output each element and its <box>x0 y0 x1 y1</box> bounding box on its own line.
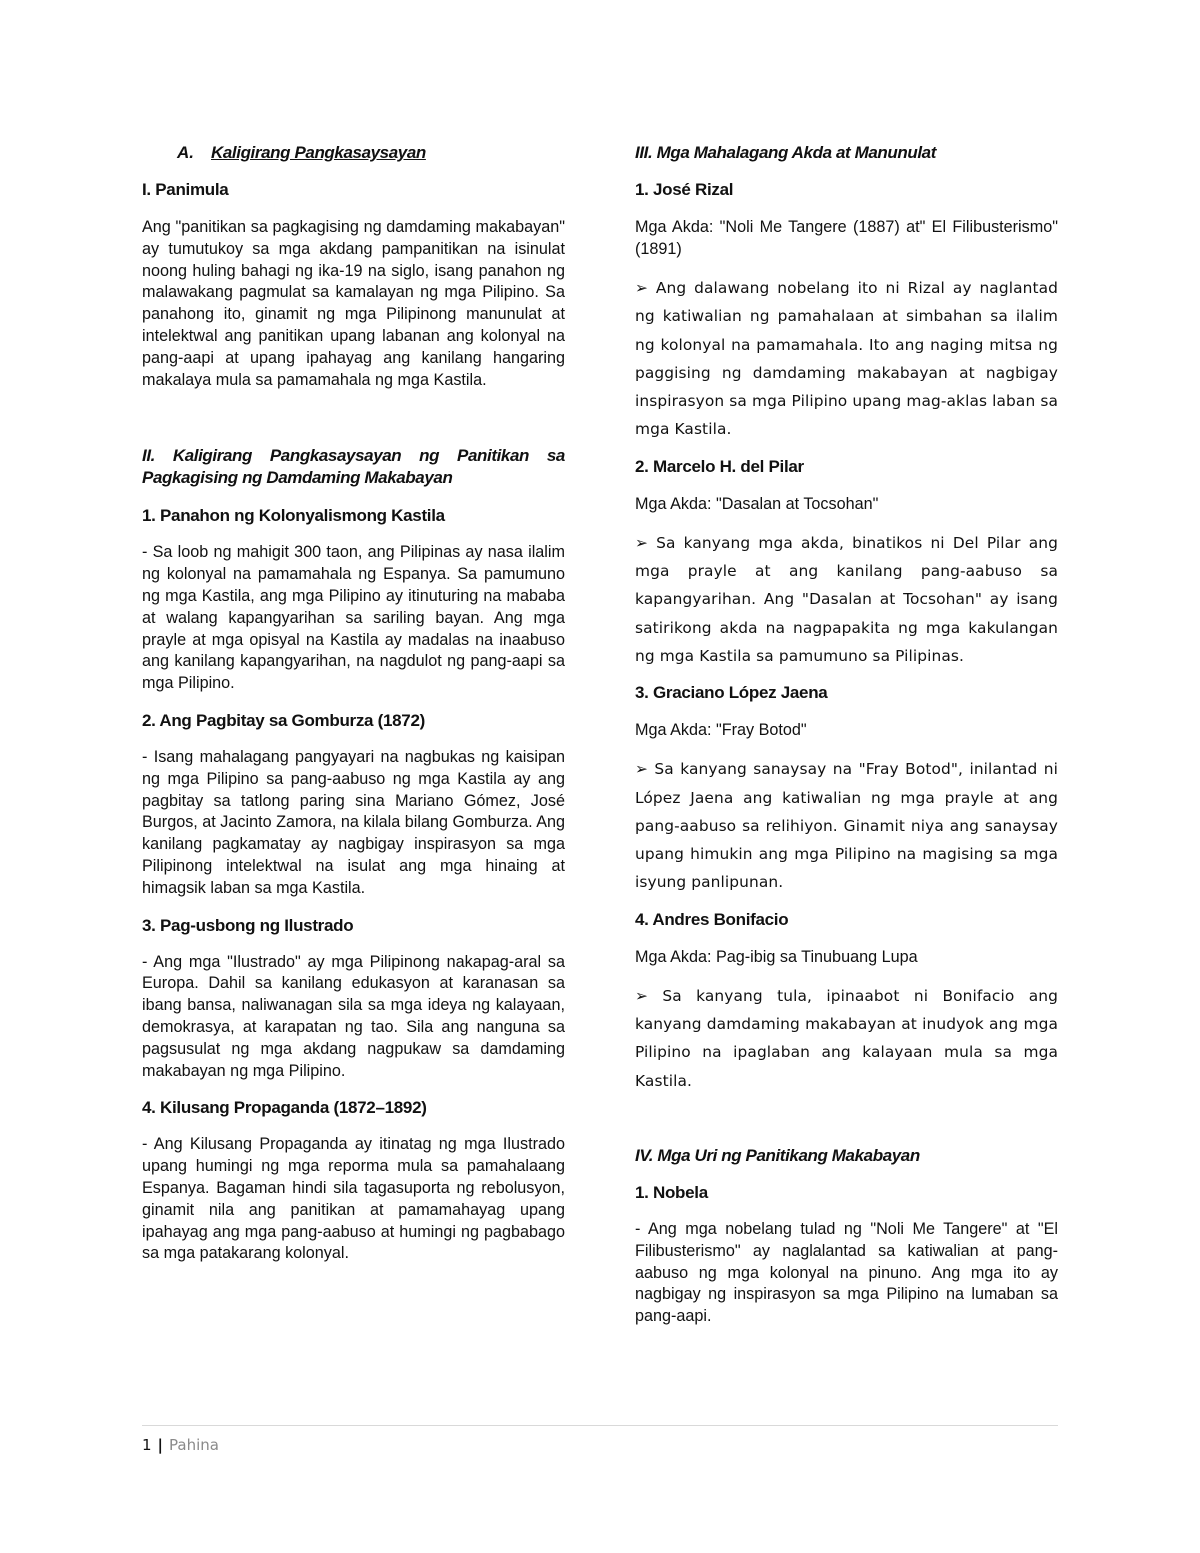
section-a-title: Kaligirang Pangkasaysayan <box>211 143 426 162</box>
section-i-title: I. Panimula <box>142 180 229 199</box>
page-number: 1 <box>142 1436 152 1454</box>
section-i-body: Ang "panitikan sa pagkagising ng damdaming makabayan" ay tumutukoy sa mga akdang pampanitikan na isinulat noong huling bahagi ng ika-19 na siglo, isang panahon ng malawakang pagmulat sa kamalayan ng mga Pilipino. Sa panahong ito, ginamit ng mga Pilipinong manunulat at intelektwal ang panitikan upang labanan ang kolonyal na pang-aapi at upang ipahayag ang kanilang hangaring makalaya mula sa pamamahala ng mga Kastila. <box>142 218 565 389</box>
right-column <box>635 142 1058 1328</box>
section-ii-title: II. Kaligirang Pangkasaysayan ng Panitikan sa Pagkagising ng Damdaming Makabayan <box>142 446 565 488</box>
writer-2-heading: 2. Marcelo H. del Pilar <box>635 456 804 476</box>
writer-4-works: Mga Akda: Pag-ibig sa Tinubuang Lupa <box>635 947 918 966</box>
writer-3-description: ➢ Sa kanyang sanaysay na "Fray Botod", inilantad ni López Jaena ang katiwalian ng mga prayle at ang pang-aabuso sa relihiyon. Ginamit niya ang sanaysay upang himukin ang mga Pilipino na magising sa mga isyung panlipunan. <box>635 760 1058 892</box>
writer-3-heading: 3. Graciano López Jaena <box>635 683 828 703</box>
writer-3-works: Mga Akda: "Fray Botod" <box>635 721 807 740</box>
writer-4-heading: 4. Andres Bonifacio <box>635 909 789 929</box>
section-ii-item-2-heading: 2. Ang Pagbitay sa Gomburza (1872) <box>142 710 425 730</box>
footer-separator: | <box>157 1436 164 1454</box>
section-iii-title: III. Mga Mahalagang Akda at Manunulat <box>635 143 936 162</box>
writer-1-works: Mga Akda: "Noli Me Tangere (1887) at" El Filibusterismo" (1891) <box>635 218 1058 258</box>
section-iv-item-1-body: - Ang mga nobelang tulad ng "Noli Me Tangere" at "El Filibusterismo" ay naglalantad sa katiwalian at pang-aabuso ng mga kolonyal na pinuno. Ang mga ito ay nagbigay ng inspirasyon sa mga Pilipino na lumaban sa pang-aapi. <box>635 1219 1058 1326</box>
page-footer <box>142 1434 219 1456</box>
section-a-heading <box>177 142 565 164</box>
writer-4-description: ➢ Sa kanyang tula, ipinaabot ni Bonifacio ang kanyang damdaming makabayan at inudyok ang mga Pilipino na ipaglaban ang kalayaan mula sa mga Kastila. <box>635 986 1058 1090</box>
writer-2-works: Mga Akda: "Dasalan at Tocsohan" <box>635 494 879 513</box>
section-iv-title: IV. Mga Uri ng Panitikang Makabayan <box>635 1145 920 1165</box>
section-ii-item-1-body: - Sa loob ng mahigit 300 taon, ang Pilipinas ay nasa ilalim ng kolonyal na pamamahala ng Espanya. Sa pamumuno ng mga Kastila, ang mga Pilipino ay itinuturing na mababa at walang kapangyarihan sa sariling bayan. Ang mga prayle at mga opisyal na Kastila ay madalas na inaabuso ang kanilang kapangyarihan, na nagdulot ng pang-aapi sa mga Pilipino. <box>142 543 565 693</box>
section-ii-item-3-heading: 3. Pag-usbong ng Ilustrado <box>142 915 354 935</box>
footer-divider <box>142 1425 1058 1426</box>
writer-1-description: ➢ Ang dalawang nobelang ito ni Rizal ay naglantad ng katiwalian ng pamahalaan at simbahan sa ilalim ng kolonyal na pamamahala. Ito ang naging mitsa ng paggising ng damdaming makabayan at nagbigay inspirasyon sa mga Pilipino upang mag-aklas laban sa mga Kastila. <box>635 279 1058 439</box>
section-a-letter: A. <box>177 143 194 162</box>
section-ii-item-2-body: - Isang mahalagang pangyayari na nagbukas ng kaisipan ng mga Pilipino sa pang-aabuso ng mga Kastila ay ang pagbitay sa tatlong paring sina Mariano Gómez, José Burgos, at Jacinto Zamora, na kilala bilang Gomburza. Ang kanilang pagkamatay ay nagbigay inspirasyon sa mga Pilipinong intelektwal na isulat ang mga hinaing at himagsik laban sa mga Kastila. <box>142 747 565 897</box>
left-column <box>142 142 565 1265</box>
section-ii-item-1-heading: 1. Panahon ng Kolonyalismong Kastila <box>142 506 445 526</box>
footer-label: Pahina <box>169 1436 219 1454</box>
section-ii-item-3-body: - Ang mga "Ilustrado" ay mga Pilipinong nakapag-aral sa Europa. Dahil sa kanilang edukasyon at karanasan sa ibang bansa, naliwanagan sila sa mga ideya ng kalayaan, demokrasya, at karapatan ng tao. Sila ang nanguna sa pagsusulat ng mga akdang nagpukaw sa damdaming makabayan ng mga Pilipino. <box>142 952 565 1080</box>
writer-2-description: ➢ Sa kanyang mga akda, binatikos ni Del Pilar ang mga prayle at ang kanilang pang-aabuso sa kapangyarihan. Ang "Dasalan at Tocsohan" ay isang satirikong akda na nagpapakita ng mga kakulangan ng mga Kastila sa pamumuno sa Pilipinas. <box>635 533 1058 665</box>
section-ii-item-4-body: - Ang Kilusang Propaganda ay itinatag ng mga Ilustrado upang humingi ng mga reporma mula sa pamahalaang Espanya. Bagaman hindi sila tagasuporta ng rebolusyon, ginamit nila ang panitikan at pamamahayag upang ipahayag ang mga pang-aabuso at humingi ng pagbabago sa mga patakarang kolonyal. <box>142 1135 565 1263</box>
section-ii-item-4-heading: 4. Kilusang Propaganda (1872–1892) <box>142 1098 427 1118</box>
writer-1-heading: 1. José Rizal <box>635 180 734 199</box>
section-iv-item-1-heading: 1. Nobela <box>635 1182 708 1202</box>
